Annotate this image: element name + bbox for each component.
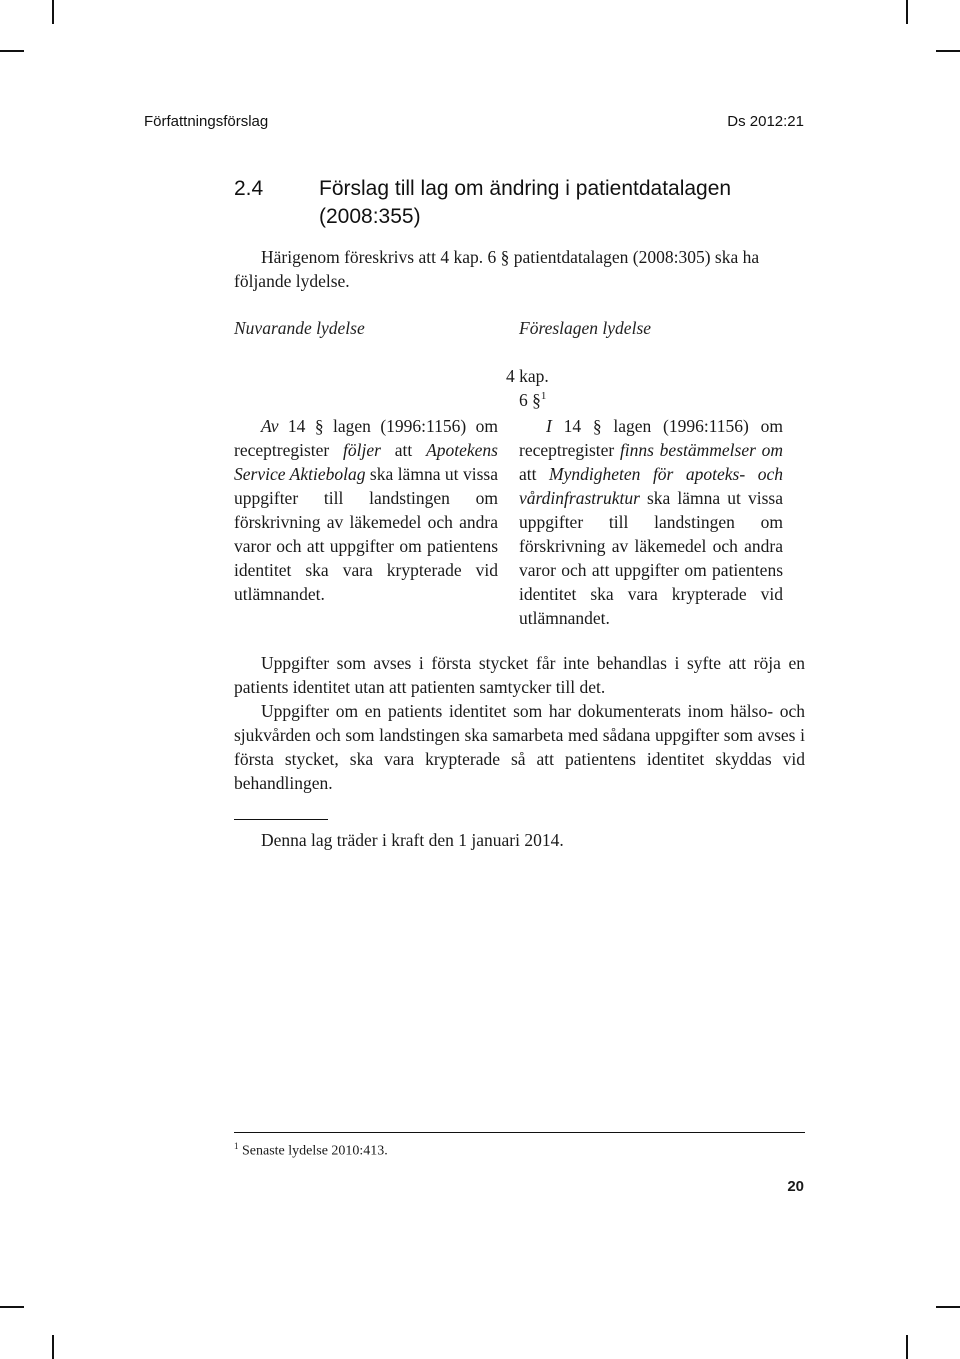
entry-into-force: Denna lag träder i kraft den 1 januari 2014. <box>261 830 564 850</box>
proposed-wording-italic-1: I <box>546 416 552 436</box>
footnote-text: Senaste lydelse 2010:413. <box>242 1143 388 1159</box>
paragraph-2: Uppgifter som avses i första stycket får inte behandlas i syfte att röja en patients identitet utan att patienten samtycker till det. <box>234 653 805 697</box>
proposed-wording-part-3: ska lämna ut vissa uppgifter till landstingen om förskrivning av läkemedel och andra varor och att uppgifter om patientens identitet ska vara krypterade vid utlämnandet. <box>519 488 783 628</box>
crop-mark-bottom-left-h <box>0 1306 24 1308</box>
current-wording-italic-3: Apotekens Service Aktiebolag <box>234 440 498 484</box>
crop-mark-top-left <box>52 0 54 24</box>
current-wording-italic-1: Av <box>261 416 279 436</box>
footnote-number: 1 <box>234 1141 239 1151</box>
current-wording-italic-2: följer <box>343 440 381 460</box>
section-number: 6 § <box>519 390 541 410</box>
footnote-reference: 1 <box>540 390 547 403</box>
chapter-label: 4 kap. <box>506 366 549 386</box>
proposed-wording-italic-3: Myndigheten för apoteks- och vårdinfrastruktur <box>519 464 784 508</box>
running-header-right: Ds 2012:21 <box>727 113 804 130</box>
crop-mark-bottom-left <box>52 1335 54 1359</box>
page-number: 20 <box>787 1178 804 1195</box>
paragraph-3: Uppgifter om en patients identitet som har dokumenterats inom hälso- och sjukvården och som landstingen ska samarbeta med sådana uppgifter som avses i första stycket, ska vara krypterade så att patientens identitet skyddas vid behandlingen. <box>234 701 805 793</box>
section-label <box>519 390 546 411</box>
proposed-wording-part-2: att <box>519 464 550 484</box>
crop-mark-bottom-right-h <box>936 1306 960 1308</box>
running-header-left: Författningsförslag <box>144 113 269 130</box>
crop-mark-bottom-right <box>906 1335 908 1359</box>
current-wording-part-3: ska lämna ut vissa uppgifter till landstingen om förskrivning av läkemedel och andra varor och att uppgifter om patientens identitet ska vara krypterade vid utlämnandet. <box>234 464 498 604</box>
crop-mark-top-right-h <box>936 50 960 52</box>
crop-mark-top-left-h <box>0 50 24 52</box>
current-wording-part-1: 14 § lagen (1996:1156) om receptregister <box>234 416 498 460</box>
section-heading-title: Förslag till lag om ändring i patientdatalagen (2008:355) <box>319 177 732 228</box>
column-heading-current: Nuvarande lydelse <box>234 318 365 338</box>
proposed-wording-italic-2: finns bestämmelser om <box>619 440 784 460</box>
current-wording-part-2: att <box>380 440 427 460</box>
intro-paragraph: Härigenom föreskrivs att 4 kap. 6 § patientdatalagen (2008:305) ska ha följande lydelse. <box>234 247 760 291</box>
section-heading-number: 2.4 <box>234 177 264 200</box>
crop-mark-top-right <box>906 0 908 24</box>
proposed-wording-text <box>519 414 783 630</box>
column-heading-proposed: Föreslagen lydelse <box>519 318 652 338</box>
current-wording-text <box>234 414 498 606</box>
footnote-rule <box>234 1132 805 1133</box>
footnote <box>234 1141 388 1160</box>
proposed-wording-part-1: 14 § lagen (1996:1156) om receptregister <box>519 416 783 460</box>
separator-rule <box>234 819 328 820</box>
